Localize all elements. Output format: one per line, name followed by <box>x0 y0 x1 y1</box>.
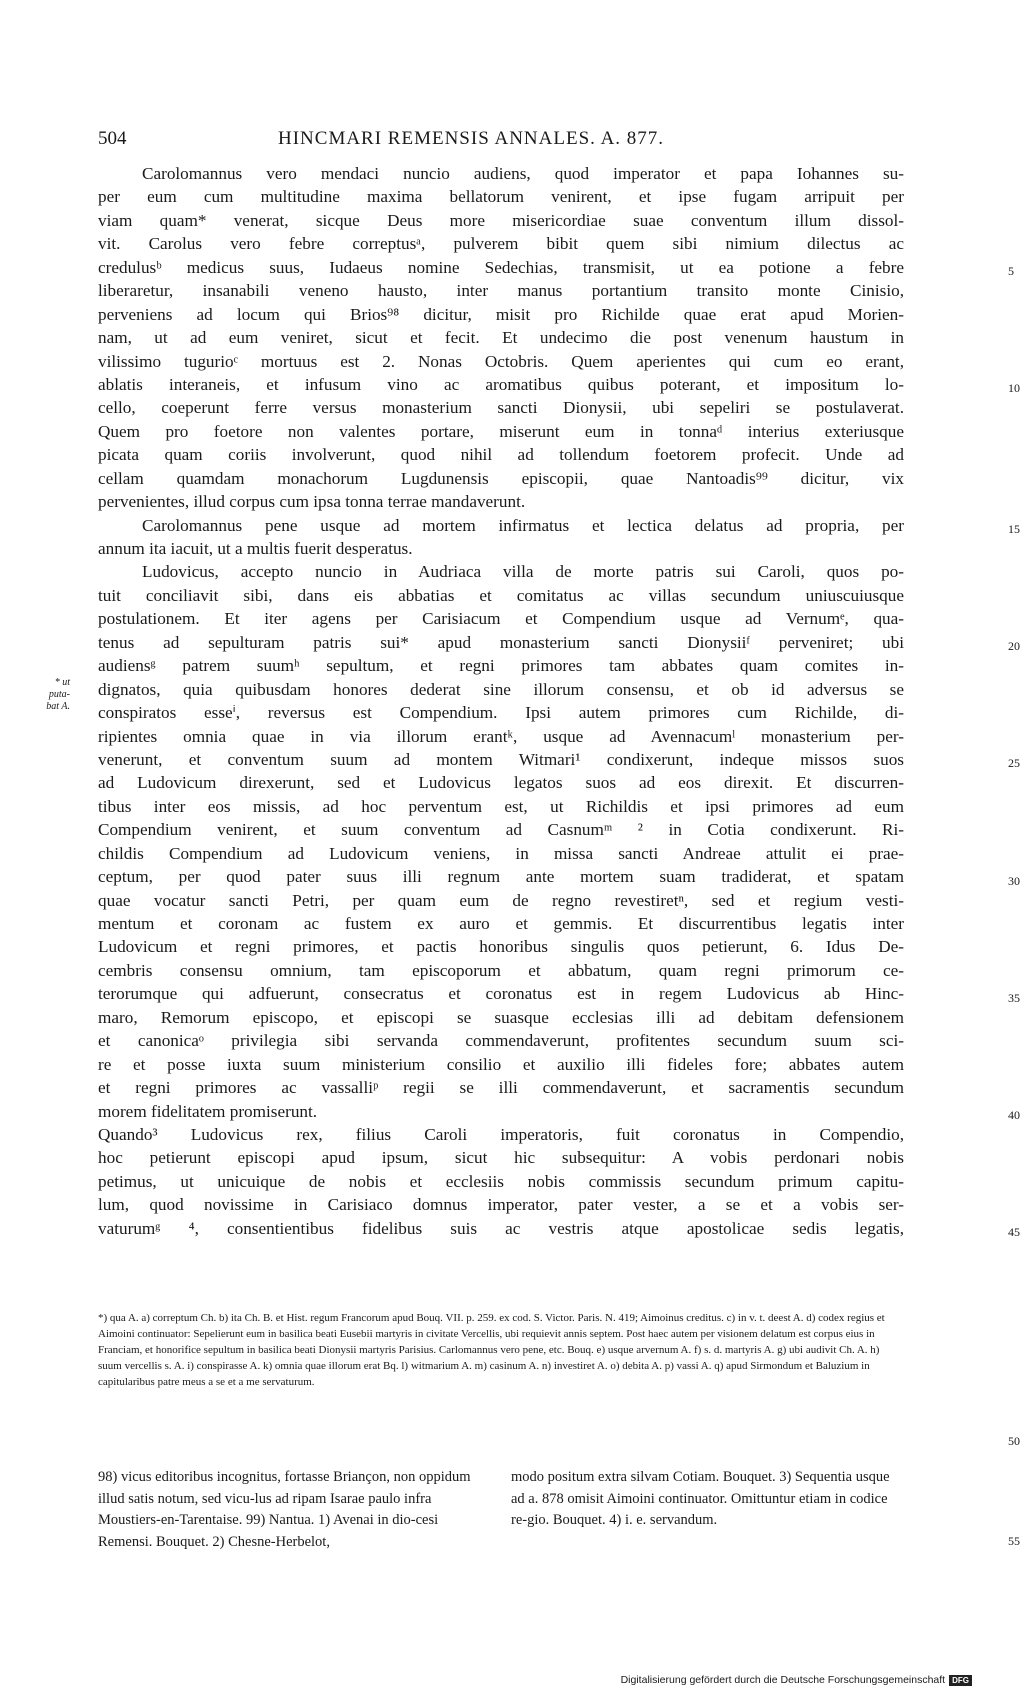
text-line: conspiratos esseⁱ, reversus est Compendium. Ipsi autem primores cum Richilde, di- <box>98 703 904 723</box>
text-line: Ludovicus, accepto nuncio in Audriaca villa de morte patris sui Caroli, quos po- <box>142 562 904 582</box>
line-number: 30 <box>1008 873 1020 888</box>
text-line: venerunt, et conventum suum ad montem Witmari¹ condixerunt, indeque missos suos <box>98 749 904 769</box>
text-line: maro, Remorum episcopo, et episcopi se suasque ecclesias illi ad debitam defensionem <box>98 1007 904 1027</box>
text-line: perveniens ad locum qui Brios⁹⁸ dicitur, misit pro Richilde quae erat apud Morien- <box>98 304 904 324</box>
text-line: Compendium venirent, et suum conventum ad Casnumᵐ ² in Cotia condixerunt. Ri- <box>98 820 904 840</box>
text-line: cembris consensu omnium, tam episcoporum et abbatum, quam regni primorum ce- <box>98 960 904 980</box>
text-line: tuit conciliavit sibi, dans eis abbatias et comitatus ac villas secundum uniuscuiusque <box>98 585 904 605</box>
running-title: HINCMARI REMENSIS ANNALES. A. 877. <box>278 128 665 149</box>
text-line: liberaretur, insanabili veneno hausto, inter manus portantium transito monte Cinisio, <box>98 281 904 301</box>
text-line: lum, quod novissime in Carisiaco domnus imperator, pater vester, a se et a vobis ser- <box>98 1195 904 1215</box>
line-number: 5 <box>1008 263 1014 278</box>
text-line: vaturumᵍ ⁴, consentientibus fidelibus suis ac vestris atque apostolicae sedis legatis, <box>98 1218 904 1238</box>
dfg-logo: DFG <box>949 1675 972 1686</box>
line-number: 20 <box>1008 639 1020 653</box>
text-line: picata quam coriis involverunt, quod nihil ad tollendum foetorem profecit. Unde ad <box>98 445 904 465</box>
text-line: tenus ad sepulturam patris sui* apud monasterium sancti Dionysiiᶠ perveniret; ubi <box>98 632 904 652</box>
text-line: credulusᵇ medicus suus, Iudaeus nomine Sedechias, transmisit, ut ea potione a febre <box>98 257 904 277</box>
text-line: pervenientes, illud corpus cum ipsa tonna terrae mandaverunt. <box>98 492 526 512</box>
historical-notes-left: 98) vicus editoribus incognitus, fortasse Briançon, non oppidum illud satis notum, sed vicu-lus ad ripam Isarae paulo infra Moustiers-en-Tarentaise. 99) Nantua. 1) Avenai in dio-cesi Remensi. Bouquet. 2) Chesne-Herbelot, <box>98 1469 471 1550</box>
text-line: petimus, ut unicuique de nobis et ecclesiis nobis commissis secundum primum capitu- <box>98 1171 904 1191</box>
margin-note <box>28 677 70 713</box>
text-line: et regni primores ac vassalliᵖ regii se illi commendaverunt, et sacramentis secundum <box>98 1078 904 1098</box>
text-line: annum ita iacuit, ut a multis fuerit desperatus. <box>98 539 413 558</box>
credit-text: Digitalisierung gefördert durch die Deutsche Forschungsgemeinschaft <box>620 1674 946 1686</box>
text-line: ceptum, per quod pater suus illi regnum ante mortem suam tradiderat, et spatam <box>98 867 904 887</box>
margin-note-line: * ut <box>54 677 70 688</box>
page-header <box>98 128 908 154</box>
line-number: 55 <box>1008 1534 1020 1548</box>
text-line: cellam quamdam monachorum Lugdunensis episcopii, quae Nantoadis⁹⁹ dicitur, vix <box>98 468 904 488</box>
critical-apparatus: *) qua A. a) correptum Ch. b) ita Ch. B. et Hist. regum Francorum apud Bouq. VII. p. 259. ex cod. S. Victor. Paris. N. 419; Aimoinus creditus. c) in v. t. deest A. d) codex regius et Aimoini continuator: Sepelierunt eum in basilica beati Eusebii martyris in civitate Vercellis, ubi requievit annis septem. Post haec autem per visionem delatum est corpus eius in Franciam, et honorifice sepultum in basilica beati Dionysii martyris Parisius. Carlomannus vero pene, etc. Bouq. e) usque arvernum A. f) s. d. martyris A. g) ubi audivit Ch. A. h) suum vercellis s. A. i) conspirasse A. k) omnia quae illorum erat Bq. l) witmarium A. m) casinum A. n) investiret A. o) debita A. p) vassi A. q) apud Sirmondum et Baluzium in capitularibus patre meus a se et a me servaturum. <box>98 1312 885 1388</box>
digitization-credit <box>621 1674 972 1686</box>
text-line: ad Ludovicum direxerunt, sed et Ludovicus legatos suos ad eos direxit. Et discurren- <box>98 773 904 793</box>
line-number: 40 <box>1008 1108 1020 1122</box>
text-line: Carolomannus vero mendaci nuncio audiens, quod imperator et papa Iohannes su- <box>142 164 904 183</box>
line-number: 50 <box>1008 1434 1020 1448</box>
text-line: viam quam* venerat, sicque Deus more misericordiae suae conventum illum dissol- <box>98 210 904 230</box>
text-line: tibus inter eos missis, ad hoc perventum est, ut Richildis et ipsi primores ad eum <box>98 796 904 816</box>
text-line: et canonicaᵒ privilegia sibi servanda commendaverunt, profitentes secundum suum sci- <box>98 1031 904 1051</box>
margin-note-line: puta- <box>48 689 70 700</box>
text-line: morem fidelitatem promiserunt. <box>98 1101 318 1121</box>
text-line: per eum cum multitudine maxima bellatorum venirent, et ipse fugam arripuit per <box>98 187 904 207</box>
text-line: Quando³ Ludovicus rex, filius Caroli imperatoris, fuit coronatus in Compendio, <box>98 1124 904 1144</box>
line-number: 15 <box>1008 521 1020 536</box>
line-number: 25 <box>1008 756 1020 771</box>
text-line: audiensᵍ patrem suumʰ sepultum, et regni primores tam abbates quam comites in- <box>98 656 904 676</box>
text-line: postulationem. Et iter agens per Carisiacum et Compendium usque ad Vernumᵉ, qua- <box>98 609 904 629</box>
text-line: re et posse iuxta suum ministerium consilio et auxilio illi fideles fore; abbates autem <box>98 1054 904 1074</box>
text-line: Ludovicum et regni primores, et pactis honoribus singulis quos petierunt, 6. Idus De- <box>98 937 904 957</box>
text-line: dignatos, quia quibusdam honores dederat sine illorum consensu, et ob id adversus se <box>98 679 904 699</box>
historical-notes-right: modo positum extra silvam Cotiam. Bouquet. 3) Sequentia usque ad a. 878 omisit Aimoini continuator. Omittuntur etiam in codice re-gio. Bouquet. 4) i. e. servandum. <box>511 1469 890 1528</box>
text-line: Quem pro foetore non valentes portare, miserunt eum in tonnaᵈ interius exteriusque <box>98 421 904 441</box>
page-number: 504 <box>98 128 127 149</box>
text-line: ablatis interaneis, et infusum vino ac aromatibus quibus poterant, et impositum lo- <box>98 374 904 394</box>
text-line: childis Compendium ad Ludovicum veniens, in missa sancti Andreae attulit ei prae- <box>98 843 904 863</box>
text-line: ripientes omnia quae in via illorum erantᵏ, usque ad Avennacumˡ monasterium per- <box>98 726 904 746</box>
line-number: 10 <box>1008 381 1020 396</box>
line-number: 35 <box>1008 990 1020 1005</box>
text-line: terorumque qui adfuerunt, consecratus et coronatus est in regem Ludovicus ab Hinc- <box>98 984 904 1004</box>
text-line: vilissimo tugurioᶜ mortuus est 2. Nonas Octobris. Quem aperientes qui cum eo erant, <box>98 351 904 371</box>
text-line: nam, ut ad eum veniret, sicut et fecit. Et undecimo die post venenum haustum in <box>98 328 904 348</box>
text-line: hoc petierunt episcopi apud ipsum, sicut hic subsequitur: A vobis perdonari nobis <box>98 1148 904 1168</box>
text-line: Carolomannus pene usque ad mortem infirmatus et lectica delatus ad propria, per <box>142 515 904 535</box>
text-line: vit. Carolus vero febre correptusᵃ, pulverem bibit quem sibi nimium dilectus ac <box>98 234 904 254</box>
text-line: mentum et coronam ac fustem ex auro et gemmis. Et discurrentibus legatis inter <box>98 914 904 933</box>
margin-note-line: bat A. <box>46 701 70 712</box>
text-line: cello, coeperunt ferre versus monasterium sancti Dionysii, ubi sepeliri se postulaverat. <box>98 398 904 418</box>
text-line: quae vocatur sancti Petri, per quam eum de regno revestiretⁿ, sed et regium vesti- <box>98 890 904 910</box>
line-number: 45 <box>1008 1225 1020 1240</box>
